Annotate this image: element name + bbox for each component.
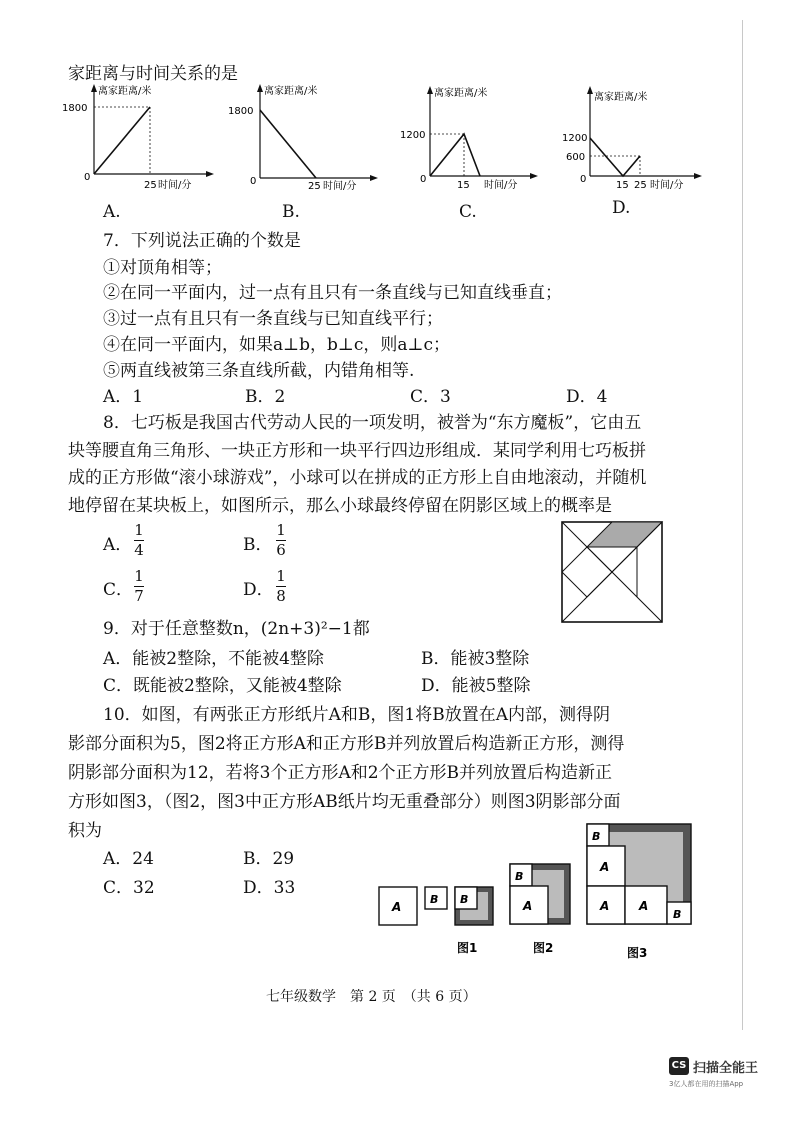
svg-text:B: B bbox=[515, 870, 524, 883]
q8-option-b-fraction: 1 6 bbox=[276, 521, 286, 559]
graph-b-origin: 0 bbox=[250, 176, 257, 187]
camscanner-logo-icon: CS bbox=[669, 1057, 689, 1075]
q10-option-d: D．33 bbox=[243, 878, 296, 898]
svg-text:B: B bbox=[460, 893, 469, 906]
svg-text:B: B bbox=[430, 893, 439, 906]
q9-option-d: D．能被5整除 bbox=[421, 676, 531, 696]
graph-c-xlabel: 时间/分 bbox=[484, 180, 518, 191]
q7-item-5: ⑤两直线被第三条直线所截，内错角相等. bbox=[103, 361, 415, 381]
q8-option-d-label: D． bbox=[243, 580, 274, 600]
q10-option-c: C．32 bbox=[103, 878, 155, 898]
graph-b-xtick: 25 bbox=[308, 181, 321, 192]
q8-line-1: 8．七巧板是我国古代劳动人民的一项发明，被誉为“东方魔板”，它由五 bbox=[103, 413, 642, 433]
q10-option-a: A．24 bbox=[103, 849, 154, 869]
graph-c-xtick: 15 bbox=[457, 180, 470, 191]
graph-a bbox=[60, 82, 220, 194]
scan-edge-line bbox=[742, 20, 743, 1030]
graph-a-origin: 0 bbox=[84, 172, 91, 183]
graph-a-xlabel: 时间/分 bbox=[158, 180, 192, 191]
q7-stem: 7．下列说法正确的个数是 bbox=[103, 231, 301, 251]
q6-option-d: D. bbox=[612, 198, 631, 218]
q7-item-2: ②在同一平面内，过一点有且只有一条直线与已知直线垂直； bbox=[103, 283, 562, 303]
graph-d-origin: 0 bbox=[580, 174, 587, 185]
graph-c-ylabel: 离家距离/米 bbox=[434, 88, 488, 99]
watermark-tagline: 3亿人都在用的扫描App bbox=[669, 1080, 744, 1088]
page-footer: 七年级数学 第 2 页 （共 6 页） bbox=[266, 989, 477, 1005]
q7-option-d: D．4 bbox=[566, 387, 608, 407]
q8-option-c-fraction: 1 7 bbox=[134, 567, 144, 605]
watermark-name: 扫描全能王 bbox=[693, 1061, 759, 1076]
graph-b-ylabel: 离家距离/米 bbox=[264, 86, 318, 97]
q7-item-1: ①对顶角相等； bbox=[103, 258, 222, 278]
q10-line-2: 影部分面积为5，图2将正方形A和正方形B并列放置后构造新正方形，测得 bbox=[68, 734, 625, 754]
q9-option-b: B．能被3整除 bbox=[421, 649, 530, 669]
graph-d-xtick-1: 15 bbox=[616, 180, 629, 191]
q9-stem: 9．对于任意整数n，(2n+3)²−1都 bbox=[103, 619, 370, 639]
graph-b bbox=[226, 82, 386, 194]
q10-option-b: B．29 bbox=[243, 849, 295, 869]
graph-a-xtick: 25 bbox=[144, 180, 157, 191]
graph-d-ytick-lo: 600 bbox=[566, 152, 586, 163]
fig3-caption: 图3 bbox=[627, 946, 648, 960]
svg-text:B: B bbox=[673, 908, 682, 921]
q9-option-c: C．既能被2整除，又能被4整除 bbox=[103, 676, 342, 696]
q7-option-b: B．2 bbox=[245, 387, 286, 407]
svg-text:A: A bbox=[392, 900, 402, 914]
q6-option-a: A. bbox=[103, 202, 121, 222]
q7-option-c: C．3 bbox=[410, 387, 451, 407]
q8-option-a-label: A． bbox=[103, 535, 133, 555]
q8-line-3: 成的正方形做“滚小球游戏”，小球可以在拼成的正方形上自由地滚动，并随机 bbox=[68, 468, 647, 488]
q10-line-4: 方形如图3，（图2，图3中正方形AB纸片均无重叠部分）则图3阴影部分面 bbox=[68, 792, 621, 812]
q6-option-c: C. bbox=[459, 202, 477, 222]
q10-line-5: 积为 bbox=[68, 821, 102, 841]
fig1-caption: 图1 bbox=[457, 941, 478, 955]
graph-a-ylabel: 离家距离/米 bbox=[98, 86, 152, 97]
graph-b-xlabel: 时间/分 bbox=[323, 181, 357, 192]
q8-option-d-fraction: 1 8 bbox=[276, 567, 286, 605]
svg-text:A: A bbox=[639, 899, 649, 913]
q8-option-c-label: C． bbox=[103, 580, 134, 600]
graph-d-xtick-2: 25 bbox=[634, 180, 647, 191]
graph-d-xlabel: 时间/分 bbox=[650, 180, 684, 191]
graph-c-origin: 0 bbox=[420, 174, 427, 185]
graph-d bbox=[560, 84, 710, 196]
q7-item-4: ④在同一平面内，如果a⊥b，b⊥c，则a⊥c； bbox=[103, 335, 451, 355]
q6-prompt-tail: 家距离与时间关系的是 bbox=[68, 64, 238, 84]
q8-line-4: 地停留在某块板上，如图所示，那么小球最终停留在阴影区域上的概率是 bbox=[68, 496, 612, 516]
svg-text:B: B bbox=[592, 830, 601, 843]
q10-line-1: 10．如图，有两张正方形纸片A和B，图1将B放置在A内部，测得阴 bbox=[103, 705, 610, 725]
q8-option-a-fraction: 1 4 bbox=[134, 521, 144, 559]
tangram-figure bbox=[560, 520, 664, 624]
graph-a-ytick: 1800 bbox=[62, 103, 88, 114]
graph-d-ytick-hi: 1200 bbox=[562, 133, 588, 144]
q10-figures bbox=[375, 820, 700, 960]
q8-line-2: 块等腰直角三角形、一块正方形和一块平行四边形组成．某同学利用七巧板拼 bbox=[68, 441, 646, 461]
svg-text:A: A bbox=[600, 899, 610, 913]
q9-option-a: A．能被2整除，不能被4整除 bbox=[103, 649, 324, 669]
svg-text:A: A bbox=[600, 860, 610, 874]
q6-option-b: B. bbox=[282, 202, 300, 222]
graph-c bbox=[396, 84, 546, 196]
graph-c-ytick: 1200 bbox=[400, 130, 426, 141]
q7-item-3: ③过一点有且只有一条直线与已知直线平行； bbox=[103, 309, 443, 329]
q8-option-b-label: B． bbox=[243, 535, 273, 555]
svg-text:A: A bbox=[523, 899, 533, 913]
graph-d-ylabel: 离家距离/米 bbox=[594, 92, 648, 103]
q10-line-3: 阴影部分面积为12，若将3个正方形A和2个正方形B并列放置后构造新正 bbox=[68, 763, 613, 783]
graph-b-ytick: 1800 bbox=[228, 106, 254, 117]
fig2-caption: 图2 bbox=[533, 941, 554, 955]
q7-option-a: A．1 bbox=[103, 387, 144, 407]
